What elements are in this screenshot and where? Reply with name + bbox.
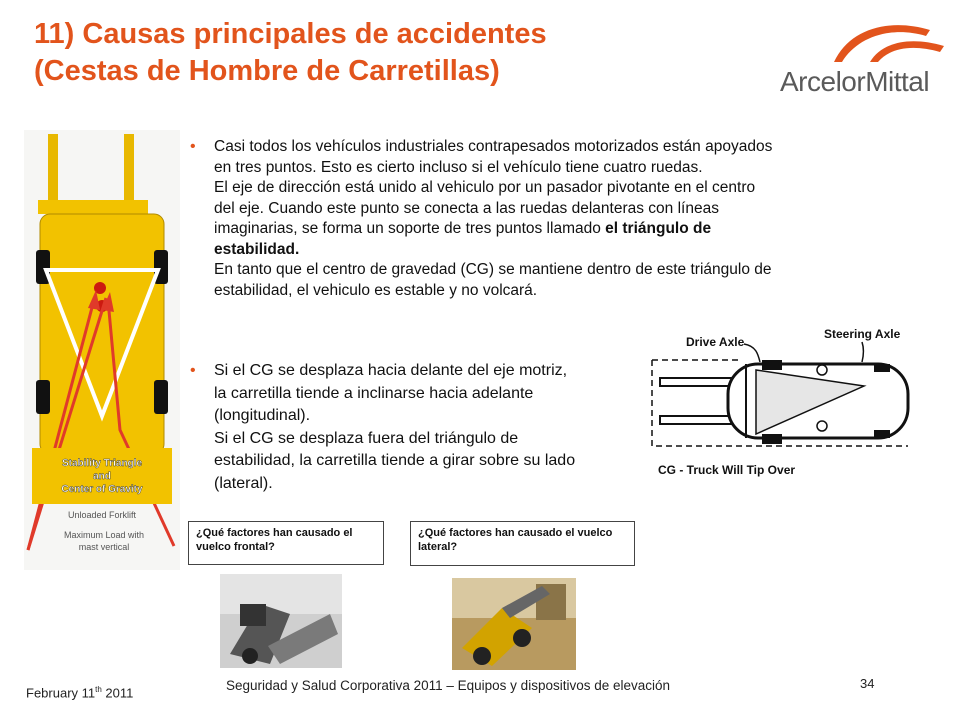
b1-line3: El eje de dirección está unido al vehiculo por un pasador pivotante en el centro [214, 179, 756, 196]
bullet-dot: • [190, 138, 196, 155]
b1-line5-text: imaginarias, se forma un soporte de tres puntos llamado [214, 220, 606, 237]
logo-text: ArcelorMittal [780, 66, 930, 97]
footer-date [26, 685, 133, 700]
tip-over-diagram [638, 320, 930, 488]
question-frontal-tipover: ¿Qué factores han causado el vuelco frontal? [188, 521, 384, 565]
bullet-dot: • [190, 362, 196, 379]
b1-line5 [214, 219, 900, 240]
b2-line6: (lateral). [214, 474, 273, 492]
stability-label-6: mast vertical [78, 542, 130, 552]
bullet-cg-shift [190, 360, 640, 495]
tip-over-caption: CG - Truck Will Tip Over [658, 463, 796, 477]
b2-line1: Si el CG se desplaza hacia delante del eje motriz, [214, 362, 568, 379]
footer-date-sup: th [95, 685, 102, 694]
footer-date-year: 2011 [101, 685, 134, 701]
b1-line6 [214, 240, 900, 261]
b2-line2: la carretilla tiende a inclinarse hacia adelante [214, 384, 534, 402]
stability-label-3: Center of Gravity [61, 484, 143, 495]
title-line-2: (Cestas de Hombre de Carretillas) [34, 55, 500, 87]
frontal-tipover-photo [220, 574, 342, 668]
b1-line8: estabilidad, el vehiculo es estable y no volcará. [214, 281, 538, 299]
title-line-1: 11) Causas principales de accidentes [34, 18, 547, 50]
b1-line2: en tres puntos. Esto es cierto incluso si el vehículo tiene cuatro ruedas. [214, 158, 703, 176]
slide-title [34, 16, 674, 90]
bullet-stability-triangle [190, 137, 900, 301]
arcelormittal-logo [780, 18, 950, 98]
b1-line5-bold: el triángulo de [605, 220, 712, 237]
stability-label-4: Unloaded Forklift [67, 510, 137, 520]
stability-label-5: Maximum Load with [63, 530, 145, 540]
footer-date-text: February 11 [26, 685, 96, 701]
stability-label-1: Stability Triangle [61, 458, 143, 469]
drive-axle-label: Drive Axle [686, 335, 745, 349]
lateral-tipover-photo [452, 578, 576, 670]
b2-line4: Si el CG se desplaza fuera del triángulo de [214, 429, 519, 447]
b1-line4: del eje. Cuando este punto se conecta a las ruedas delanteras con líneas [214, 199, 719, 217]
logo-swoosh-icon [830, 18, 948, 64]
b1-line6-bold: estabilidad. [214, 240, 300, 258]
page-number: 34 [860, 676, 875, 691]
b2-line5: estabilidad, la carretilla tiende a girar sobre su lado [214, 452, 576, 469]
steering-axle-label: Steering Axle [824, 327, 901, 341]
footer-center-text: Seguridad y Salud Corporativa 2011 – Equipos y dispositivos de elevación [226, 678, 671, 693]
b1-line1: Casi todos los vehículos industriales contrapesados motorizados están apoyados [214, 138, 773, 155]
stability-triangle-figure [24, 130, 180, 570]
stability-label-2: and [93, 471, 111, 482]
b1-line7: En tanto que el centro de gravedad (CG) se mantiene dentro de este triángulo de [214, 261, 772, 278]
b2-line3: (longitudinal). [214, 407, 311, 424]
question-lateral-tipover: ¿Qué factores han causado el vuelco lateral? [410, 521, 635, 566]
